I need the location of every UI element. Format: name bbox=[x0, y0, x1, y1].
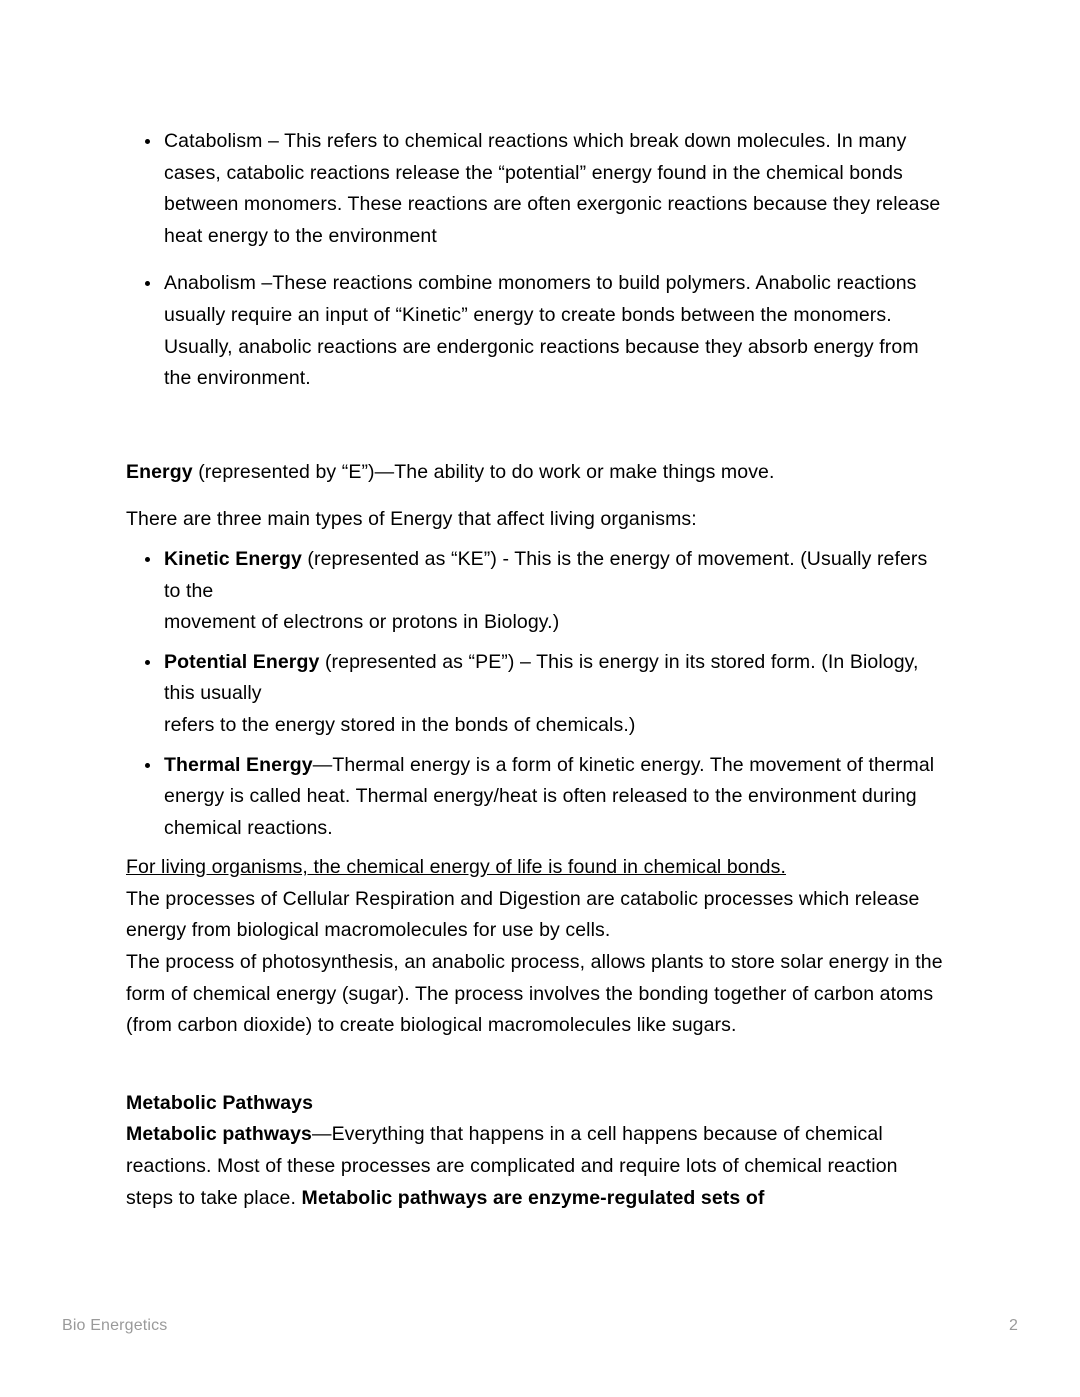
footer-document-title: Bio Energetics bbox=[62, 1317, 168, 1334]
thermal-energy-text: —Thermal energy is a form of kinetic energy. The movement of thermal energy is called heat. Thermal energy/heat is often released to the environment during chemical reactions. bbox=[164, 753, 935, 839]
list-item bbox=[126, 544, 948, 639]
list-item bbox=[126, 126, 948, 252]
catabolic-processes-paragraph: The processes of Cellular Respiration and Digestion are catabolic processes which release energy from biological macromolecules for use by cells. bbox=[126, 887, 920, 942]
potential-energy-term: Potential Energy bbox=[164, 650, 320, 673]
spacer bbox=[126, 252, 948, 268]
kinetic-energy-continuation: movement of electrons or protons in Biology.) bbox=[164, 611, 560, 634]
energy-definition-term: Energy bbox=[126, 460, 193, 483]
potential-energy-text: (represented as “PE”) – This is energy in its stored form. (In Biology, this usually bbox=[164, 650, 919, 705]
spacer bbox=[126, 639, 948, 647]
metabolic-pathways-paragraph bbox=[126, 1119, 948, 1214]
catabolism-body: This refers to chemical reactions which break down molecules. In many cases, catabolic reactions release the “potential” energy found in the chemical bonds bbox=[164, 130, 907, 184]
spacer bbox=[126, 395, 948, 457]
potential-energy-continuation: refers to the energy stored in the bonds of chemicals.) bbox=[164, 713, 636, 736]
energy-types-intro: There are three main types of Energy that affect living organisms: bbox=[126, 508, 697, 531]
document-body bbox=[126, 126, 948, 1214]
anabolism-body: Anabolism –These reactions combine monomers to build polymers. Anabolic reactions usually require an input of “Kinetic” energy to create bonds between the monomers. Usually, anabolic reactions are endergonic reactions because they absorb energy from the environment. bbox=[164, 272, 919, 390]
metabolic-pathways-term: Metabolic pathways bbox=[126, 1123, 312, 1146]
list-item bbox=[126, 750, 948, 845]
chemical-bonds-underlined-statement: For living organisms, the chemical energy of life is found in chemical bonds. bbox=[126, 856, 786, 879]
spacer bbox=[126, 1042, 948, 1088]
catabolism-body-continued: between monomers. These reactions are often exergonic reactions because they release heat energy to the environment bbox=[164, 193, 941, 247]
energy-definition bbox=[126, 457, 948, 489]
spacer bbox=[126, 742, 948, 750]
metabolic-pathways-heading bbox=[126, 1088, 948, 1120]
list-item bbox=[126, 647, 948, 742]
photosynthesis-paragraph: The process of photosynthesis, an anabolic process, allows plants to store solar energy in the form of chemical energy (sugar). The process involves the bonding together of carbon atoms (from carbon dioxide) to create biological macromolecules like sugars. bbox=[126, 951, 943, 1037]
thermal-energy-term: Thermal Energy bbox=[164, 753, 313, 776]
energy-types-list bbox=[126, 544, 948, 844]
list-item bbox=[126, 268, 948, 394]
metabolic-pathways-text: —Everything that happens in a cell happens because of chemical reactions. Most of these processes are complicated and require lots of chemical reaction steps to take place. bbox=[126, 1123, 898, 1209]
metabolic-pathways-emphasis: Metabolic pathways are enzyme-regulated sets of bbox=[301, 1186, 765, 1209]
metabolic-pathways-heading-text: Metabolic Pathways bbox=[126, 1091, 314, 1114]
spacer bbox=[126, 536, 948, 544]
kinetic-energy-text: (represented as “KE”) - This is the energy of movement. (Usually refers to the bbox=[164, 547, 928, 602]
spacer bbox=[126, 844, 948, 852]
page-footer bbox=[62, 1317, 1018, 1335]
metabolism-bullet-list bbox=[126, 126, 948, 395]
catabolism-term: Catabolism – bbox=[164, 130, 285, 152]
footer-page-number: 2 bbox=[1008, 1317, 1018, 1334]
kinetic-energy-term: Kinetic Energy bbox=[164, 547, 302, 570]
energy-definition-text: (represented by “E”)—The ability to do work or make things move. bbox=[192, 460, 775, 483]
spacer bbox=[126, 488, 948, 504]
